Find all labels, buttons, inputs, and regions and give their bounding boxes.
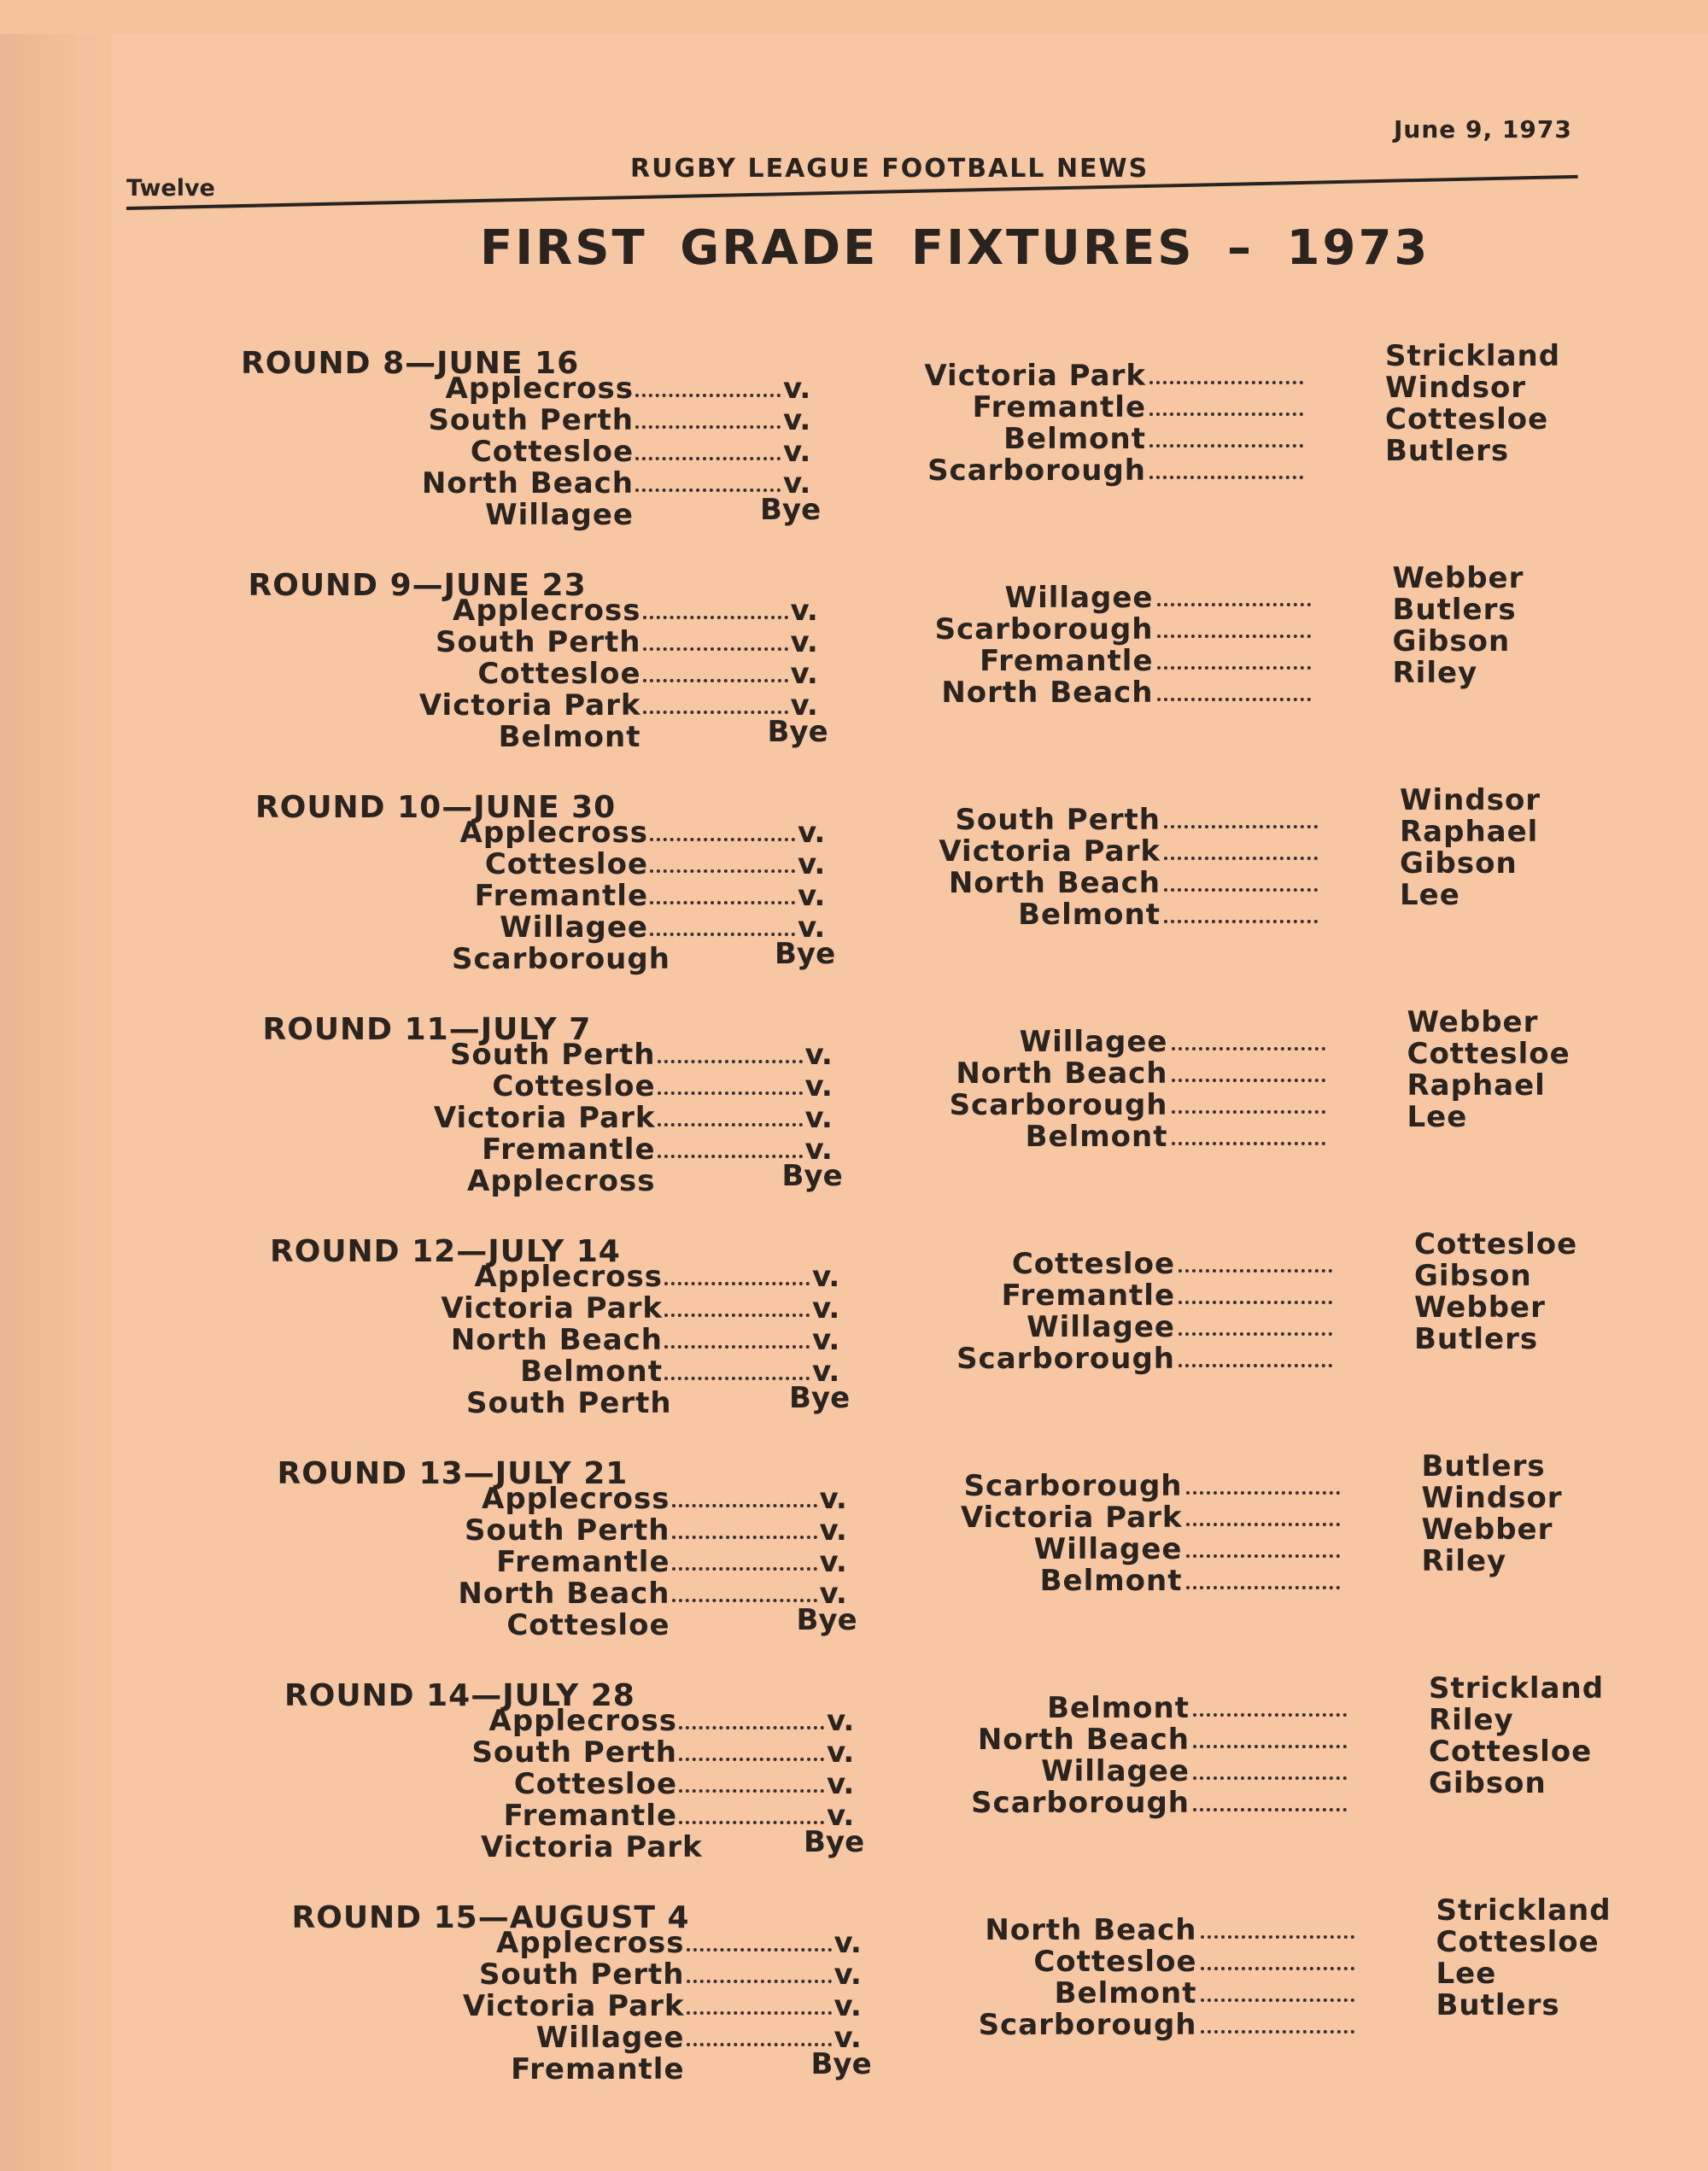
bye-team: South Perth [466,1386,672,1420]
bye-label: Bye [804,1825,865,1859]
round-title: ROUND 10—JUNE 30 [255,790,617,825]
dot-leader [658,1101,803,1126]
referee-name: Riley [1429,1703,1514,1737]
home-team: Victoria Park [462,1989,685,2023]
versus-label: v. [783,403,811,437]
home-team: Cottesloe [513,1767,677,1801]
referee-name: Riley [1421,1544,1507,1578]
dot-leader [679,1767,824,1793]
away-team: Cottesloe [1011,1247,1175,1281]
round-title: ROUND 8—JUNE 16 [241,346,580,381]
dot-leader [679,1704,824,1729]
away-team: Victoria Park [924,359,1146,393]
dot-leader [1179,1279,1332,1304]
away-team: North Beach [985,1913,1197,1947]
versus-label: v. [798,879,826,913]
dot-leader [1164,866,1318,892]
bye-team: Applecross [467,1164,656,1198]
away-team: Belmont [1003,422,1146,456]
bye-label: Bye [781,1159,843,1193]
dot-leader [1149,422,1303,448]
dot-leader [1193,1691,1347,1717]
away-team: North Beach [948,866,1161,900]
dot-leader [679,1735,824,1761]
referee-name: Cottesloe [1407,1037,1571,1071]
dot-leader [1179,1247,1332,1273]
away-team: Willagee [1004,581,1154,615]
round-title: ROUND 15—AUGUST 4 [291,1900,690,1935]
dot-leader [643,657,788,682]
underlying-sheets [0,34,113,2171]
dot-leader [687,1957,832,1983]
bye-team: Willagee [485,498,634,532]
away-team: Willagee [1019,1025,1168,1059]
away-team: Scarborough [956,1342,1175,1376]
dot-leader [664,1291,810,1317]
dot-leader [1201,1976,1354,2002]
referee-name: Butlers [1414,1322,1539,1356]
bye-team: Fremantle [511,2052,685,2086]
referee-name: Gibson [1392,624,1511,658]
dot-leader [1172,1056,1325,1082]
away-team: Scarborough [978,2008,1197,2042]
dot-leader [1164,898,1318,923]
dot-leader [1179,1342,1332,1367]
away-team: Victoria Park [960,1501,1183,1535]
home-team: Fremantle [496,1545,670,1579]
dot-leader [687,1989,832,2015]
dot-leader [658,1038,803,1063]
away-team: Willagee [1033,1532,1183,1566]
dot-leader [1157,612,1311,638]
referee-name: Butlers [1436,1988,1560,2022]
dot-leader [643,688,788,714]
dot-leader [664,1260,810,1285]
versus-label: v. [834,1926,862,1960]
dot-leader [1186,1501,1340,1526]
home-team: South Perth [471,1735,677,1770]
referee-name: Strickland [1436,1893,1611,1928]
versus-label: v. [834,1989,862,2023]
home-team: Cottesloe [492,1069,656,1103]
away-team: Cottesloe [1033,1945,1197,1979]
dot-leader [1164,803,1318,828]
dot-leader [1172,1088,1325,1114]
versus-label: v. [790,594,818,628]
round-title: ROUND 12—JULY 14 [270,1234,621,1269]
dot-leader [1201,1945,1354,1970]
round-title: ROUND 14—JULY 28 [284,1678,635,1713]
dot-leader [635,466,781,492]
dot-leader [1172,1025,1325,1050]
dot-leader [672,1513,817,1539]
versus-label: v. [827,1735,855,1770]
home-team: Fremantle [503,1799,677,1833]
bye-team: Belmont [498,720,641,754]
home-team: Fremantle [474,879,648,913]
dot-leader [635,403,781,429]
referee-name: Windsor [1400,783,1541,817]
dot-leader [643,625,788,651]
referee-name: Cottesloe [1414,1227,1578,1261]
referee-name: Cottesloe [1385,402,1549,436]
bye-label: Bye [760,493,822,527]
dot-leader [635,372,781,397]
away-team: North Beach [956,1056,1168,1091]
paper-title: RUGBY LEAGUE FOOTBALL NEWS [630,154,1149,184]
versus-label: v. [819,1577,847,1611]
home-team: Applecross [496,1926,685,1960]
home-team: Victoria Park [441,1291,663,1325]
referee-name: Raphael [1407,1068,1546,1103]
home-team: Willagee [500,910,648,945]
home-team: Applecross [482,1482,670,1516]
away-team: Belmont [1025,1120,1168,1154]
versus-label: v. [827,1799,855,1833]
away-team: Fremantle [980,644,1154,678]
home-team: Applecross [459,816,648,850]
versus-label: v. [819,1513,847,1548]
home-team: Belmont [520,1355,663,1389]
dot-leader [672,1482,817,1507]
versus-label: v. [834,1957,862,1992]
dot-leader [1186,1532,1340,1558]
home-team: South Perth [449,1038,656,1072]
referee-name: Webber [1421,1513,1553,1547]
referee-name: Windsor [1385,371,1527,405]
versus-label: v. [812,1323,840,1357]
bye-label: Bye [767,715,828,749]
away-team: Scarborough [927,454,1146,488]
dot-leader [635,435,781,460]
issue-date: June 9, 1973 [1394,115,1572,143]
referee-name: Gibson [1400,846,1518,881]
dot-leader [1157,581,1311,606]
away-team: Scarborough [971,1786,1190,1820]
versus-label: v. [804,1038,833,1072]
referee-name: Raphael [1400,815,1539,849]
home-team: South Perth [478,1957,685,1992]
versus-label: v. [783,435,811,469]
dot-leader [650,879,795,904]
bye-label: Bye [789,1381,851,1415]
dot-leader [687,1926,832,1952]
dot-leader [1157,676,1311,701]
referee-name: Webber [1392,561,1524,595]
referee-name: Riley [1392,656,1478,690]
versus-label: v. [812,1355,840,1389]
referee-name: Strickland [1385,339,1561,373]
away-team: Belmont [1047,1691,1190,1725]
referee-name: Webber [1407,1005,1539,1039]
referee-name: Lee [1400,878,1460,912]
dot-leader [643,594,788,619]
away-team: Belmont [1054,1976,1197,2010]
away-team: Willagee [1027,1310,1175,1344]
away-team: Belmont [1039,1564,1183,1598]
versus-label: v. [804,1132,833,1167]
round-title: ROUND 9—JUNE 23 [248,568,587,603]
dot-leader [1164,834,1318,860]
versus-label: v. [790,688,818,723]
away-team: Scarborough [934,612,1154,647]
dot-leader [1149,359,1303,384]
versus-label: v. [827,1704,855,1738]
home-team: Fremantle [482,1132,656,1167]
dot-leader [1186,1469,1340,1495]
home-team: North Beach [421,466,634,500]
home-team: Applecross [474,1260,663,1294]
away-team: Scarborough [949,1088,1168,1122]
home-team: South Perth [435,625,641,659]
versus-label: v. [783,372,811,406]
versus-label: v. [790,657,818,691]
home-team: North Beach [458,1577,670,1611]
away-team: Fremantle [1001,1279,1175,1313]
bye-team: Scarborough [452,942,670,976]
dot-leader [1149,454,1303,479]
home-team: Cottesloe [477,657,641,691]
away-team: South Perth [955,803,1161,837]
referee-name: Webber [1414,1290,1546,1325]
home-team: Victoria Park [433,1101,656,1135]
versus-label: v. [798,816,826,850]
referee-name: Gibson [1429,1766,1547,1800]
away-team: Belmont [1018,898,1161,932]
dot-leader [1201,1913,1354,1939]
versus-label: v. [827,1767,855,1801]
versus-label: v. [804,1069,833,1103]
home-team: Applecross [453,594,641,628]
bye-label: Bye [810,2047,872,2081]
round-title: ROUND 11—JULY 7 [262,1012,592,1047]
referee-name: Lee [1436,1957,1497,1991]
home-team: Cottesloe [484,847,648,881]
bye-team: Victoria Park [481,1830,703,1864]
dot-leader [1193,1754,1347,1780]
dot-leader [658,1069,803,1095]
round-title: ROUND 13—JULY 21 [277,1456,629,1491]
dot-leader [1172,1120,1325,1145]
bye-label: Bye [775,937,836,971]
referee-name: Cottesloe [1436,1925,1600,1959]
home-team: Victoria Park [418,688,641,723]
referee-name: Butlers [1421,1449,1546,1483]
away-team: Fremantle [972,390,1146,424]
referee-name: Windsor [1421,1481,1563,1515]
dot-leader [1149,390,1303,416]
dot-leader [650,847,795,873]
dot-leader [650,816,795,841]
referee-name: Butlers [1392,593,1517,627]
referee-name: Butlers [1385,434,1510,468]
referee-name: Strickland [1429,1671,1605,1706]
versus-label: v. [804,1101,833,1135]
dot-leader [650,910,795,936]
home-team: Applecross [445,372,634,406]
dot-leader [672,1577,817,1602]
dot-leader [1186,1564,1340,1589]
bye-label: Bye [796,1603,857,1637]
away-team: Victoria Park [939,834,1161,869]
dot-leader [1193,1786,1347,1811]
versus-label: v. [812,1291,840,1325]
home-team: Willagee [535,2021,685,2055]
versus-label: v. [798,910,826,945]
dot-leader [1157,644,1311,670]
versus-label: v. [812,1260,840,1294]
bye-team: Cottesloe [506,1608,670,1642]
referee-name: Lee [1407,1100,1468,1134]
home-team: Cottesloe [470,435,634,469]
versus-label: v. [798,847,826,881]
dot-leader [672,1545,817,1571]
referee-name: Gibson [1414,1259,1532,1293]
dot-leader [1201,2008,1354,2033]
away-team: North Beach [977,1723,1190,1757]
home-team: South Perth [428,403,634,437]
dot-leader [664,1355,810,1380]
home-team: South Perth [464,1513,670,1548]
home-team: Applecross [488,1704,677,1738]
versus-label: v. [819,1482,847,1516]
away-team: Willagee [1041,1754,1190,1788]
away-team: Scarborough [963,1469,1183,1503]
dot-leader [687,2021,832,2046]
dot-leader [664,1323,810,1349]
dot-leader [679,1799,824,1824]
page-number: Twelve [126,175,215,202]
dot-leader [658,1132,803,1158]
versus-label: v. [790,625,818,659]
home-team: North Beach [450,1323,663,1357]
referee-name: Cottesloe [1429,1735,1593,1769]
versus-label: v. [819,1545,847,1579]
away-team: North Beach [941,676,1154,710]
dot-leader [1193,1723,1347,1748]
page-title: FIRST GRADE FIXTURES – 1973 [480,220,1430,276]
versus-label: v. [834,2021,862,2055]
versus-label: v. [783,466,811,500]
dot-leader [1179,1310,1332,1336]
